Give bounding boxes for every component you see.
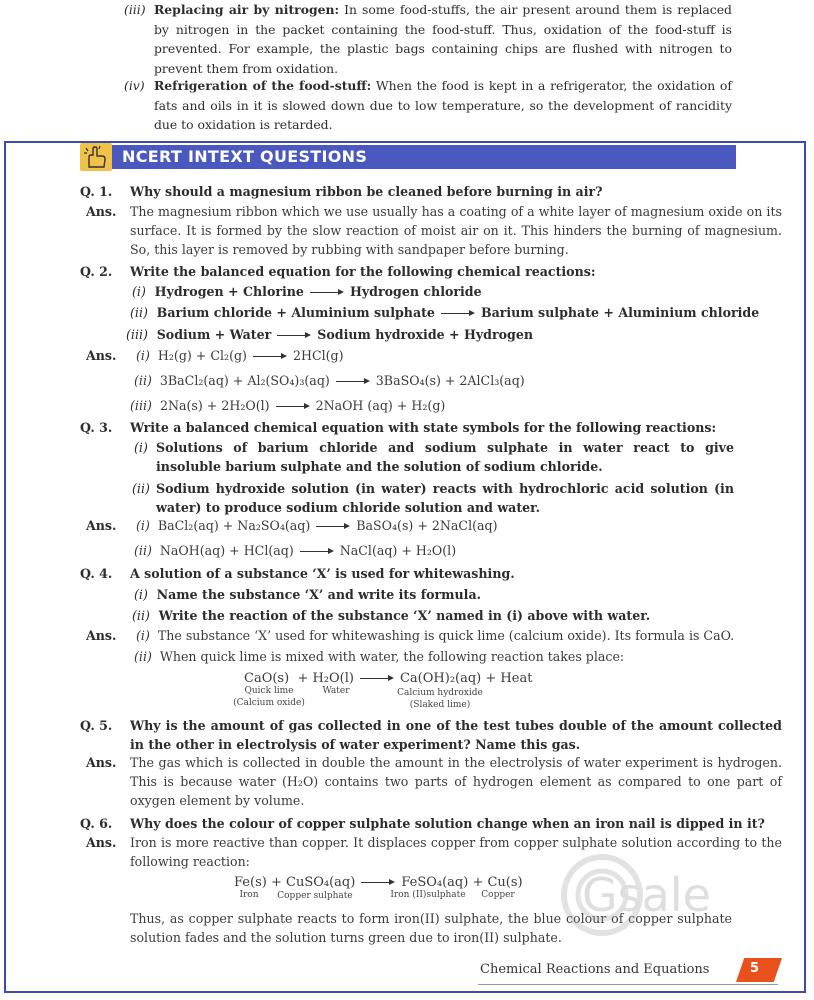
products: 2HCl(g) [292,348,344,363]
eq-term: + Cu(s) [472,875,523,890]
question-label: Q. 2. [80,264,113,279]
footer-rule [478,984,778,985]
eq-term: Fe(s) [234,875,267,890]
eq-term: CaO(s) [244,671,290,686]
section-title: NCERT INTEXT QUESTIONS [122,147,368,166]
question-label: Q. 6. [80,816,113,831]
answer-text: The magnesium ribbon which we use usually has a coating of a white layer of magnesium oxide on its surface. It is formed by the slow reaction of moist air on it. This hinders the burning of magnesium. So, this layer is removed by rubbing with sandpaper before burning. [130,204,782,257]
reactants: Hydrogen + Chlorine [154,284,304,299]
question-text: Why is the amount of gas collected in one of the test tubes double of the amount collected in the other in electrolysis of water experiment? Name this gas. [130,718,782,752]
reactants: NaOH(aq) + HCl(aq) [159,543,294,558]
eq-label: Copper sulphate [277,891,353,901]
eq-label: Iron [239,890,259,900]
part-text: Name the substance ‘X’ and write its formula. [156,587,481,602]
q2-part-ii [130,303,759,322]
question-text: Why does the colour of copper sulphate solution change when an iron nail is dipped in it? [130,816,765,831]
eq-label: Quick lime [244,686,294,696]
products: BaSO₄(s) + 2NaCl(aq) [356,518,498,533]
answer-text: When quick lime is mixed with water, the following reaction takes place: [159,649,625,664]
item-numeral: (iii) [124,2,146,17]
eq-label: (Slaked lime) [409,700,471,710]
answer-text: Iron is more reactive than copper. It displaces copper from copper sulphate solution according to the following reaction: [130,835,782,869]
eq-term: Ca(OH)₂(aq) [399,671,482,686]
q2-answer-i [136,346,344,365]
reaction-arrow-icon [441,310,475,318]
q2-answer-iii [130,396,445,415]
part-numeral: (ii) [132,481,150,496]
question-text: Write a balanced chemical equation with state symbols for the following reactions: [130,420,717,435]
answer-label: Ans. [86,628,117,643]
question-label: Q. 4. [80,566,113,581]
part-numeral: (i) [132,284,146,299]
reaction-arrow-icon [300,548,334,556]
reaction-arrow-icon [310,289,344,297]
item-text: When the food is kept in a refrigerator, the oxidation of fats and oils in it is slowed down due to low temperature, so the development of rancidity due to oxidation is retarded. [154,78,732,132]
reaction-arrow-icon [277,332,311,340]
q4-answer-i [136,626,734,645]
products: 2NaOH (aq) + H₂(g) [315,398,446,413]
rancidity-item-iii [124,0,732,78]
question-label: Q. 1. [80,184,113,199]
eq-label: Water [322,686,350,696]
reaction-arrow-icon [253,353,287,361]
part-numeral: (i) [134,587,148,602]
hand-pointer-icon [80,143,112,171]
products: Sodium hydroxide + Hydrogen [317,327,533,342]
item-numeral: (iv) [124,78,145,93]
reaction-arrow-icon [360,675,394,683]
gsale-watermark [560,840,720,950]
question-label: Q. 3. [80,420,113,435]
eq-label: Iron (II)sulphate [390,890,466,900]
part-text: Sodium hydroxide solution (in water) reacts with hydrochloric acid solution (in water) to produce sodium chloride solution and water. [156,481,734,515]
part-numeral: (i) [134,440,148,455]
question-text: A solution of a substance ‘X’ is used for whitewashing. [130,566,515,581]
answer-text: The substance ‘X’ used for whitewashing is quick lime (calcium oxide). Its formula is CaO. [157,628,735,643]
part-numeral: (ii) [134,543,152,558]
part-numeral: (i) [136,348,150,363]
q4-part-i [134,585,481,604]
part-text: Solutions of barium chloride and sodium sulphate in water react to give insoluble barium sulphate and the solution of sodium chloride. [156,440,734,474]
q2-answer-ii [134,371,525,390]
q3-part-i [134,438,734,476]
question-label: Q. 5. [80,718,113,733]
part-numeral: (iii) [126,327,148,342]
page-number: 5 [750,961,760,976]
eq-term: FeSO₄(aq) [401,875,469,890]
part-numeral: (i) [136,628,150,643]
part-numeral: (ii) [130,305,148,320]
q4-answer-ii [134,647,624,666]
reaction-arrow-icon [316,523,350,531]
answer-text: The gas which is collected in double the amount in the electrolysis of water experiment is hydrogen. This is because water (H₂O) contains two parts of hydrogen element as compared to one part of oxygen element by volume. [130,755,782,808]
q3-answer-i [136,516,498,535]
part-numeral: (ii) [134,373,152,388]
q2-part-iii [126,325,533,344]
reaction-arrow-icon [336,378,370,386]
answer-label: Ans. [86,835,117,850]
part-numeral: (ii) [134,649,152,664]
watermark-text: Gsale [582,868,711,922]
reactants: 2Na(s) + 2H₂O(l) [159,398,270,413]
reactants: Barium chloride + Aluminium sulphate [156,305,435,320]
answer-label: Ans. [86,348,117,363]
products: Barium sulphate + Aluminium chloride [480,305,760,320]
part-numeral: (ii) [132,608,150,623]
reactants: H₂(g) + Cl₂(g) [157,348,247,363]
part-numeral: (i) [136,518,150,533]
products: NaCl(aq) + H₂O(l) [339,543,457,558]
question-text: Why should a magnesium ribbon be cleaned before burning in air? [130,184,603,199]
eq-term: + Heat [485,671,533,686]
reactants: 3BaCl₂(aq) + Al₂(SO₄)₃(aq) [159,373,330,388]
rancidity-item-iv [124,76,732,135]
eq-label: (Calcium oxide) [233,698,305,708]
products: Hydrogen chloride [349,284,482,299]
reactants: BaCl₂(aq) + Na₂SO₄(aq) [157,518,311,533]
q2-part-i [132,282,482,301]
part-text: Write the reaction of the substance ‘X’ named in (i) above with water. [158,608,651,623]
item-text: In some food-stuffs, the air present around them is replaced by nitrogen in the packet containing the food-stuff. Thus, oxidation of the food-stuff is prevented. For example, the plastic bags containing chips are flushed with nitrogen to prevent them from oxidation. [154,2,732,76]
answer-label: Ans. [86,518,117,533]
q3-part-ii [132,479,734,517]
answer-label: Ans. [86,204,117,219]
part-numeral: (iii) [130,398,152,413]
reaction-arrow-icon [276,403,310,411]
eq-term: + H₂O(l) [297,671,354,686]
eq-label: Copper [481,890,515,900]
q4-part-ii [132,606,650,625]
eq-term: + CuSO₄(aq) [270,875,356,890]
reactants: Sodium + Water [156,327,272,342]
item-title: Refrigeration of the food-stuff: [154,78,372,93]
item-title: Replacing air by nitrogen: [154,2,340,17]
products: 3BaSO₄(s) + 2AlCl₃(aq) [375,373,525,388]
answer-label: Ans. [86,755,117,770]
answer-6-conclusion: Thus, as copper sulphate reacts to form iron(II) sulphate, the blue colour of copper sulphate solution fades and the solution turns green due to iron(II) sulphate. [130,911,732,945]
q3-answer-ii [134,541,456,560]
chapter-title: Chemical Reactions and Equations [480,962,710,977]
reaction-arrow-icon [361,879,395,887]
question-text: Write the balanced equation for the following chemical reactions: [130,264,596,279]
eq-label: Calcium hydroxide [397,688,483,698]
